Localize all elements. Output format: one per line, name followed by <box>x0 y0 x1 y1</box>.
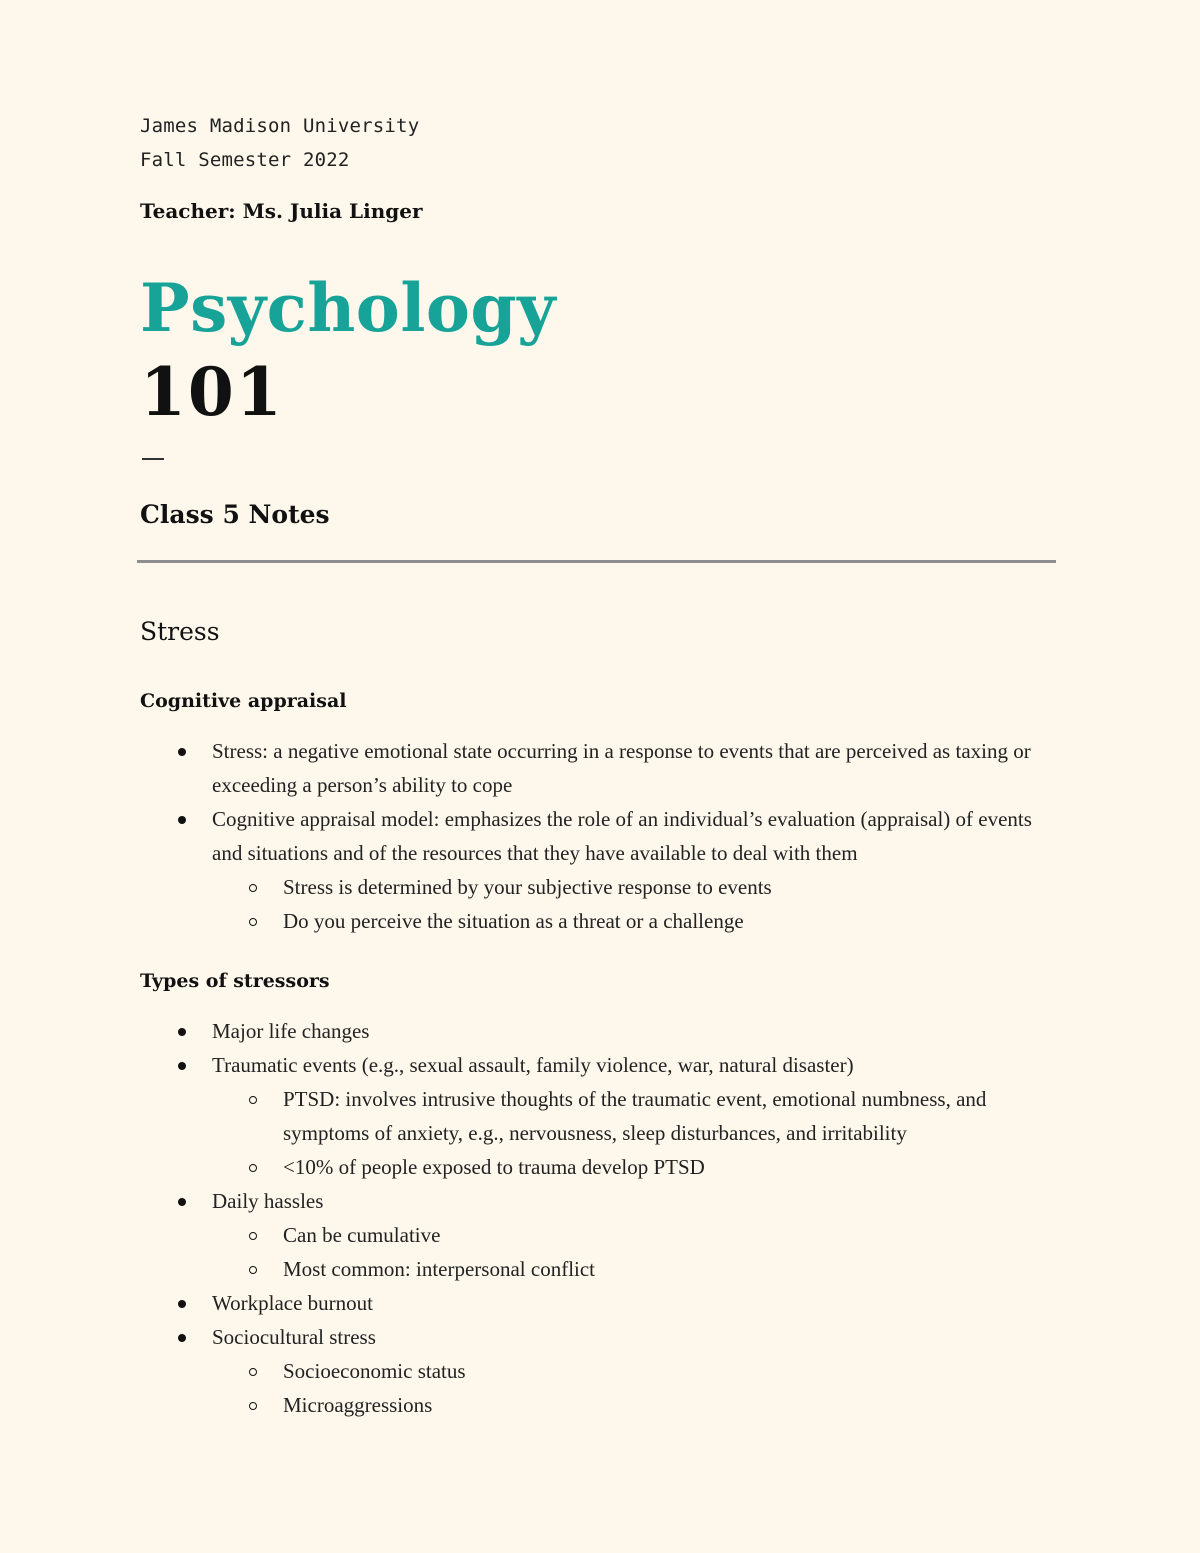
hollow-bullet-icon <box>249 1232 257 1240</box>
sub-list-item-text: <10% of people exposed to trauma develop PTSD <box>283 1155 705 1179</box>
hollow-bullet-icon <box>249 1368 257 1376</box>
hollow-bullet-icon <box>249 1402 257 1410</box>
sub-list-item-text: Can be cumulative <box>283 1223 441 1247</box>
bullet-icon <box>178 1198 186 1206</box>
hollow-bullet-icon <box>249 884 257 892</box>
section-heading: Stress <box>140 617 220 646</box>
sub-list-item <box>140 1082 1060 1150</box>
sub-list-item-text: Microaggressions <box>283 1393 433 1417</box>
sub-list-item <box>140 1354 1060 1388</box>
sub-list-item <box>140 870 1060 904</box>
list-item-text: Workplace burnout <box>212 1291 374 1315</box>
class-notes-title: Class 5 Notes <box>140 500 330 529</box>
school-name: James Madison University <box>140 115 420 137</box>
title-dash <box>142 458 164 460</box>
hollow-bullet-icon <box>249 1096 257 1104</box>
bullet-icon <box>178 1300 186 1308</box>
list-item-text: Cognitive appraisal model: emphasizes the role of an individual’s evaluation (appraisal) of events and situations and of the resources that they have available to deal with them <box>212 807 1032 865</box>
sub-list-item <box>140 1150 1060 1184</box>
bullet-icon <box>178 1334 186 1342</box>
list-item-text: Daily hassles <box>212 1189 324 1213</box>
sub-list-item <box>140 904 1060 938</box>
list-item-text: Stress: a negative emotional state occurring in a response to events that are perceived as taxing or exceeding a person’s ability to cope <box>212 739 1031 797</box>
sub-list-item <box>140 1388 1060 1422</box>
sub-list-item-text: Most common: interpersonal conflict <box>283 1257 596 1281</box>
hollow-bullet-icon <box>249 1164 257 1172</box>
list-item <box>140 1286 1060 1320</box>
list-item <box>140 1014 1060 1048</box>
list-item <box>140 1048 1060 1082</box>
sub-list-item <box>140 1218 1060 1252</box>
semester-label: Fall Semester 2022 <box>140 149 350 171</box>
course-number: 101 <box>140 353 284 431</box>
bullet-list <box>140 734 1060 938</box>
hollow-bullet-icon <box>249 918 257 926</box>
list-item <box>140 1184 1060 1218</box>
bullet-icon <box>178 1062 186 1070</box>
sub-list-item-text: Stress is determined by your subjective response to events <box>283 875 772 899</box>
subsection-title: Types of stressors <box>140 970 330 992</box>
bullet-icon <box>178 1028 186 1036</box>
sub-list-item-text: Socioeconomic status <box>283 1359 466 1383</box>
list-item <box>140 734 1060 802</box>
section-divider <box>137 560 1056 563</box>
bullet-icon <box>178 816 186 824</box>
sub-list-item-text: PTSD: involves intrusive thoughts of the traumatic event, emotional numbness, and symptoms of anxiety, e.g., nervousness, sleep disturbances, and irritability <box>283 1087 987 1145</box>
hollow-bullet-icon <box>249 1266 257 1274</box>
list-item <box>140 802 1060 870</box>
list-item-text: Traumatic events (e.g., sexual assault, family violence, war, natural disaster) <box>212 1053 854 1077</box>
teacher-name: Teacher: Ms. Julia Linger <box>140 199 423 223</box>
bullet-icon <box>178 748 186 756</box>
sub-list-item-text: Do you perceive the situation as a threat or a challenge <box>283 909 744 933</box>
list-item <box>140 1320 1060 1354</box>
subsection-title: Cognitive appraisal <box>140 690 347 712</box>
sub-list-item <box>140 1252 1060 1286</box>
bullet-list <box>140 1014 1060 1422</box>
course-title: Psychology <box>140 269 556 347</box>
list-item-text: Major life changes <box>212 1019 370 1043</box>
list-item-text: Sociocultural stress <box>212 1325 376 1349</box>
